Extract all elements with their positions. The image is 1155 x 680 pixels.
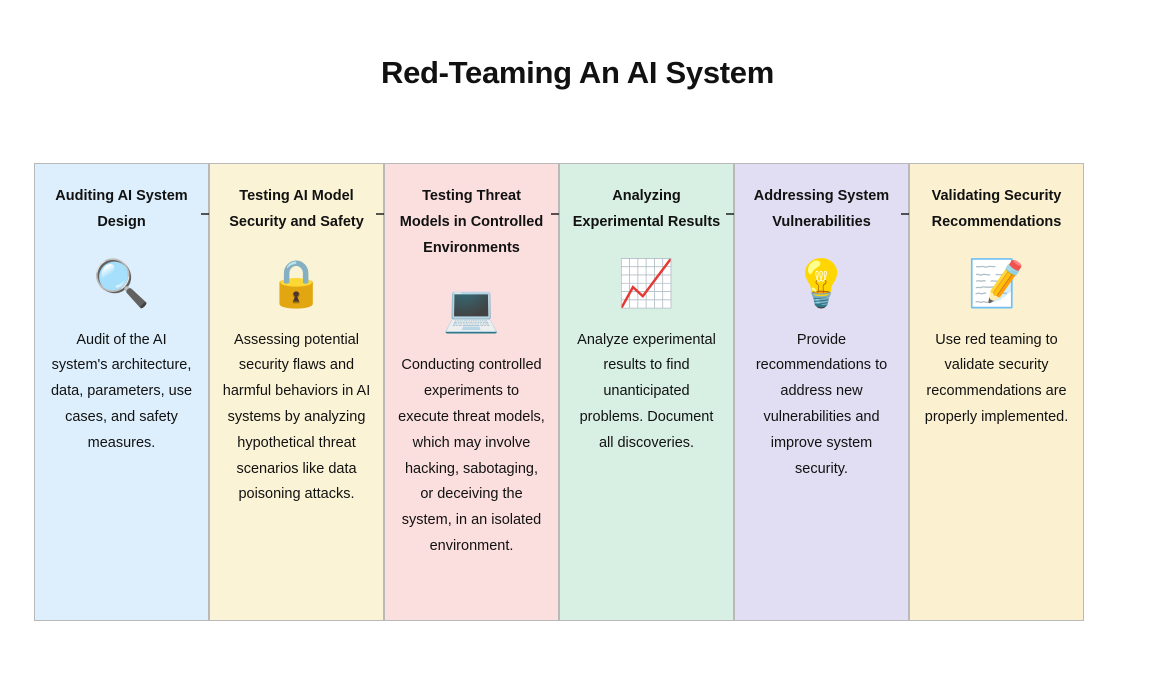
step-description: Provide recommendations to address new vulnerabilities and improve system security. [755,331,888,477]
chart-increasing-icon: 📈 [617,256,676,309]
step-title: Validating Security Recommendations [931,188,1062,230]
process-flow [34,163,1122,621]
flow-step-analyzing-experimental-results [559,163,734,621]
step-title: Addressing System Vulnerabilities [753,188,890,230]
flow-step-addressing-system-vulnerabilities [734,163,909,621]
step-title: Testing Threat Models in Controlled Environments [399,188,544,256]
flow-step-validating-security-recommendations [909,163,1084,621]
flow-step-testing-threat-models-in-controlled-environments [384,163,559,621]
padlock-icon: 🔒 [267,256,326,309]
flow-step-testing-ai-model-security-and-safety [209,163,384,621]
step-description: Assessing potential security flaws and harmful behaviors in AI systems by analyzing hypothetical threat scenarios like data poisoning attacks. [222,331,371,503]
memo-pencil-icon: 📝 [967,256,1026,309]
step-description: Use red teaming to validate security recommendations are properly implemented. [924,331,1069,425]
step-description: Conducting controlled experiments to execute threat models, which may involve hacking, sabotaging, or deceiving the system, in an isolated environment. [398,357,545,554]
step-description: Audit of the AI system's architecture, data, parameters, use cases, and safety measures. [50,331,193,451]
step-title: Analyzing Experimental Results [572,188,721,230]
magnifying-glass-icon: 🔍 [92,256,151,309]
flow-step-auditing-ai-system-design [34,163,209,621]
page-title: Red-Teaming An AI System [381,55,774,90]
step-description: Analyze experimental results to find unanticipated problems. Document all discoveries. [577,331,716,451]
step-title: Testing AI Model Security and Safety [229,188,364,230]
light-bulb-icon: 💡 [792,256,851,309]
step-title: Auditing AI System Design [55,188,188,230]
laptop-icon: 💻 [442,282,501,335]
